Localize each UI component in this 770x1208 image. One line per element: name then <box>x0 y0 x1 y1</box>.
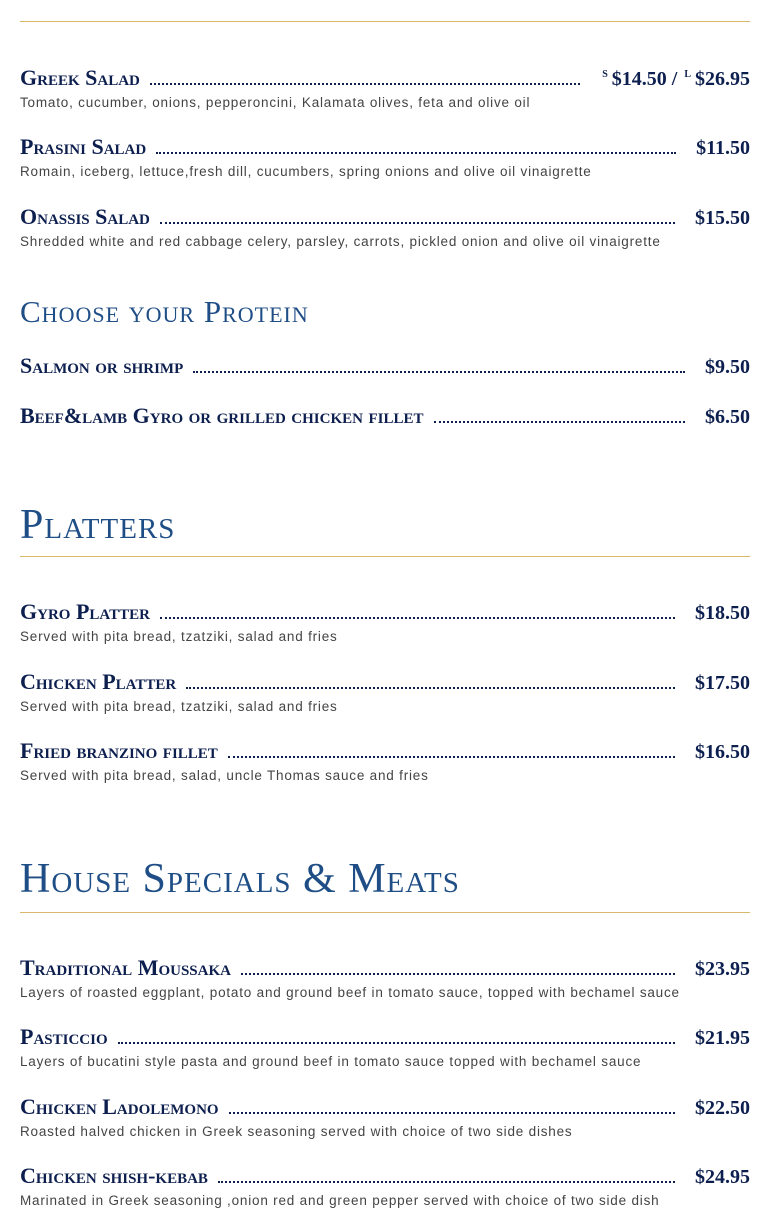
section-title-platters: Platters <box>20 502 176 548</box>
item-price: $11.50 <box>696 137 750 159</box>
dot-leader <box>156 152 676 154</box>
house-specials-divider <box>20 912 750 913</box>
menu-item-moussaka <box>20 955 750 979</box>
item-name: Prasini Salad <box>20 134 147 159</box>
menu-item-chicken-platter <box>20 669 750 693</box>
menu-item-prasini-salad <box>20 134 750 158</box>
menu-item-greek-salad <box>20 65 750 89</box>
item-description: Roasted halved chicken in Greek seasoning served with choice of two side dishes <box>20 1124 573 1139</box>
dot-leader <box>160 222 675 224</box>
item-price: $18.50 <box>695 602 750 624</box>
item-name: Salmon or shrimp <box>20 353 184 378</box>
price-small: $14.50 <box>611 68 667 90</box>
section-title-house-specials: House Specials & Meats <box>20 856 460 902</box>
item-price: $16.50 <box>695 741 750 763</box>
item-description: Tomato, cucumber, onions, pepperoncini, Kalamata olives, feta and olive oil <box>20 95 531 110</box>
item-price: $17.50 <box>695 672 750 694</box>
item-price: $9.50 <box>705 356 750 378</box>
item-name: Chicken Platter <box>20 669 177 694</box>
size-large-label: L <box>684 69 691 80</box>
dot-leader <box>186 687 675 689</box>
dot-leader <box>193 371 685 373</box>
dot-leader <box>229 1112 675 1114</box>
item-name: Beef&lamb Gyro or grilled chicken fillet <box>20 403 424 428</box>
dot-leader <box>228 756 675 758</box>
item-description: Served with pita bread, salad, uncle Thomas sauce and fries <box>20 768 429 783</box>
item-price: $24.95 <box>695 1166 750 1188</box>
salads-divider <box>20 21 750 22</box>
item-price: $22.50 <box>695 1097 750 1119</box>
item-name: Traditional Moussaka <box>20 955 231 980</box>
item-name: Greek Salad <box>20 65 140 90</box>
size-small-label: S <box>602 69 608 80</box>
menu-item-salmon-shrimp <box>20 353 750 377</box>
item-name: Fried branzino fillet <box>20 738 218 763</box>
item-description: Served with pita bread, tzatziki, salad and fries <box>20 699 338 714</box>
dot-leader <box>218 1181 675 1183</box>
item-description: Shredded white and red cabbage celery, parsley, carrots, pickled onion and olive oil vinaigrette <box>20 234 661 249</box>
price-large: $26.95 <box>695 68 750 90</box>
platters-divider <box>20 556 750 557</box>
menu-item-chicken-shish-kebab <box>20 1163 750 1187</box>
item-description: Marinated in Greek seasoning ,onion red and green pepper served with choice of two side dish <box>20 1193 660 1208</box>
item-price: $23.95 <box>695 958 750 980</box>
item-price: $6.50 <box>705 406 750 428</box>
dot-leader <box>118 1042 675 1044</box>
menu-item-gyro-platter <box>20 599 750 623</box>
menu-item-gyro-chicken-fillet <box>20 403 750 427</box>
menu-item-fried-branzino <box>20 738 750 762</box>
item-description: Layers of bucatini style pasta and ground beef in tomato sauce topped with bechamel sauce <box>20 1054 642 1069</box>
menu-item-chicken-ladolemono <box>20 1094 750 1118</box>
dot-leader <box>150 83 580 85</box>
menu-item-onassis-salad <box>20 204 750 228</box>
dot-leader <box>434 421 686 423</box>
item-name: Onassis Salad <box>20 204 150 229</box>
item-description: Layers of roasted eggplant, potato and ground beef in tomato sauce, topped with bechamel sauce <box>20 985 680 1000</box>
item-price <box>600 69 750 89</box>
item-price: $21.95 <box>695 1027 750 1049</box>
item-name: Gyro Platter <box>20 599 150 624</box>
item-name: Chicken shish-kebab <box>20 1163 208 1188</box>
item-name: Pasticcio <box>20 1024 108 1049</box>
dot-leader <box>160 617 675 619</box>
item-price: $15.50 <box>695 207 750 229</box>
dot-leader <box>241 973 675 975</box>
item-description: Served with pita bread, tzatziki, salad and fries <box>20 629 338 644</box>
item-description: Romain, iceberg, lettuce,fresh dill, cucumbers, spring onions and olive oil vinaigrette <box>20 164 592 179</box>
item-name: Chicken Ladolemono <box>20 1094 219 1119</box>
menu-item-pasticcio <box>20 1024 750 1048</box>
price-separator: / <box>671 68 678 90</box>
section-title-protein: Choose your Protein <box>20 294 309 329</box>
